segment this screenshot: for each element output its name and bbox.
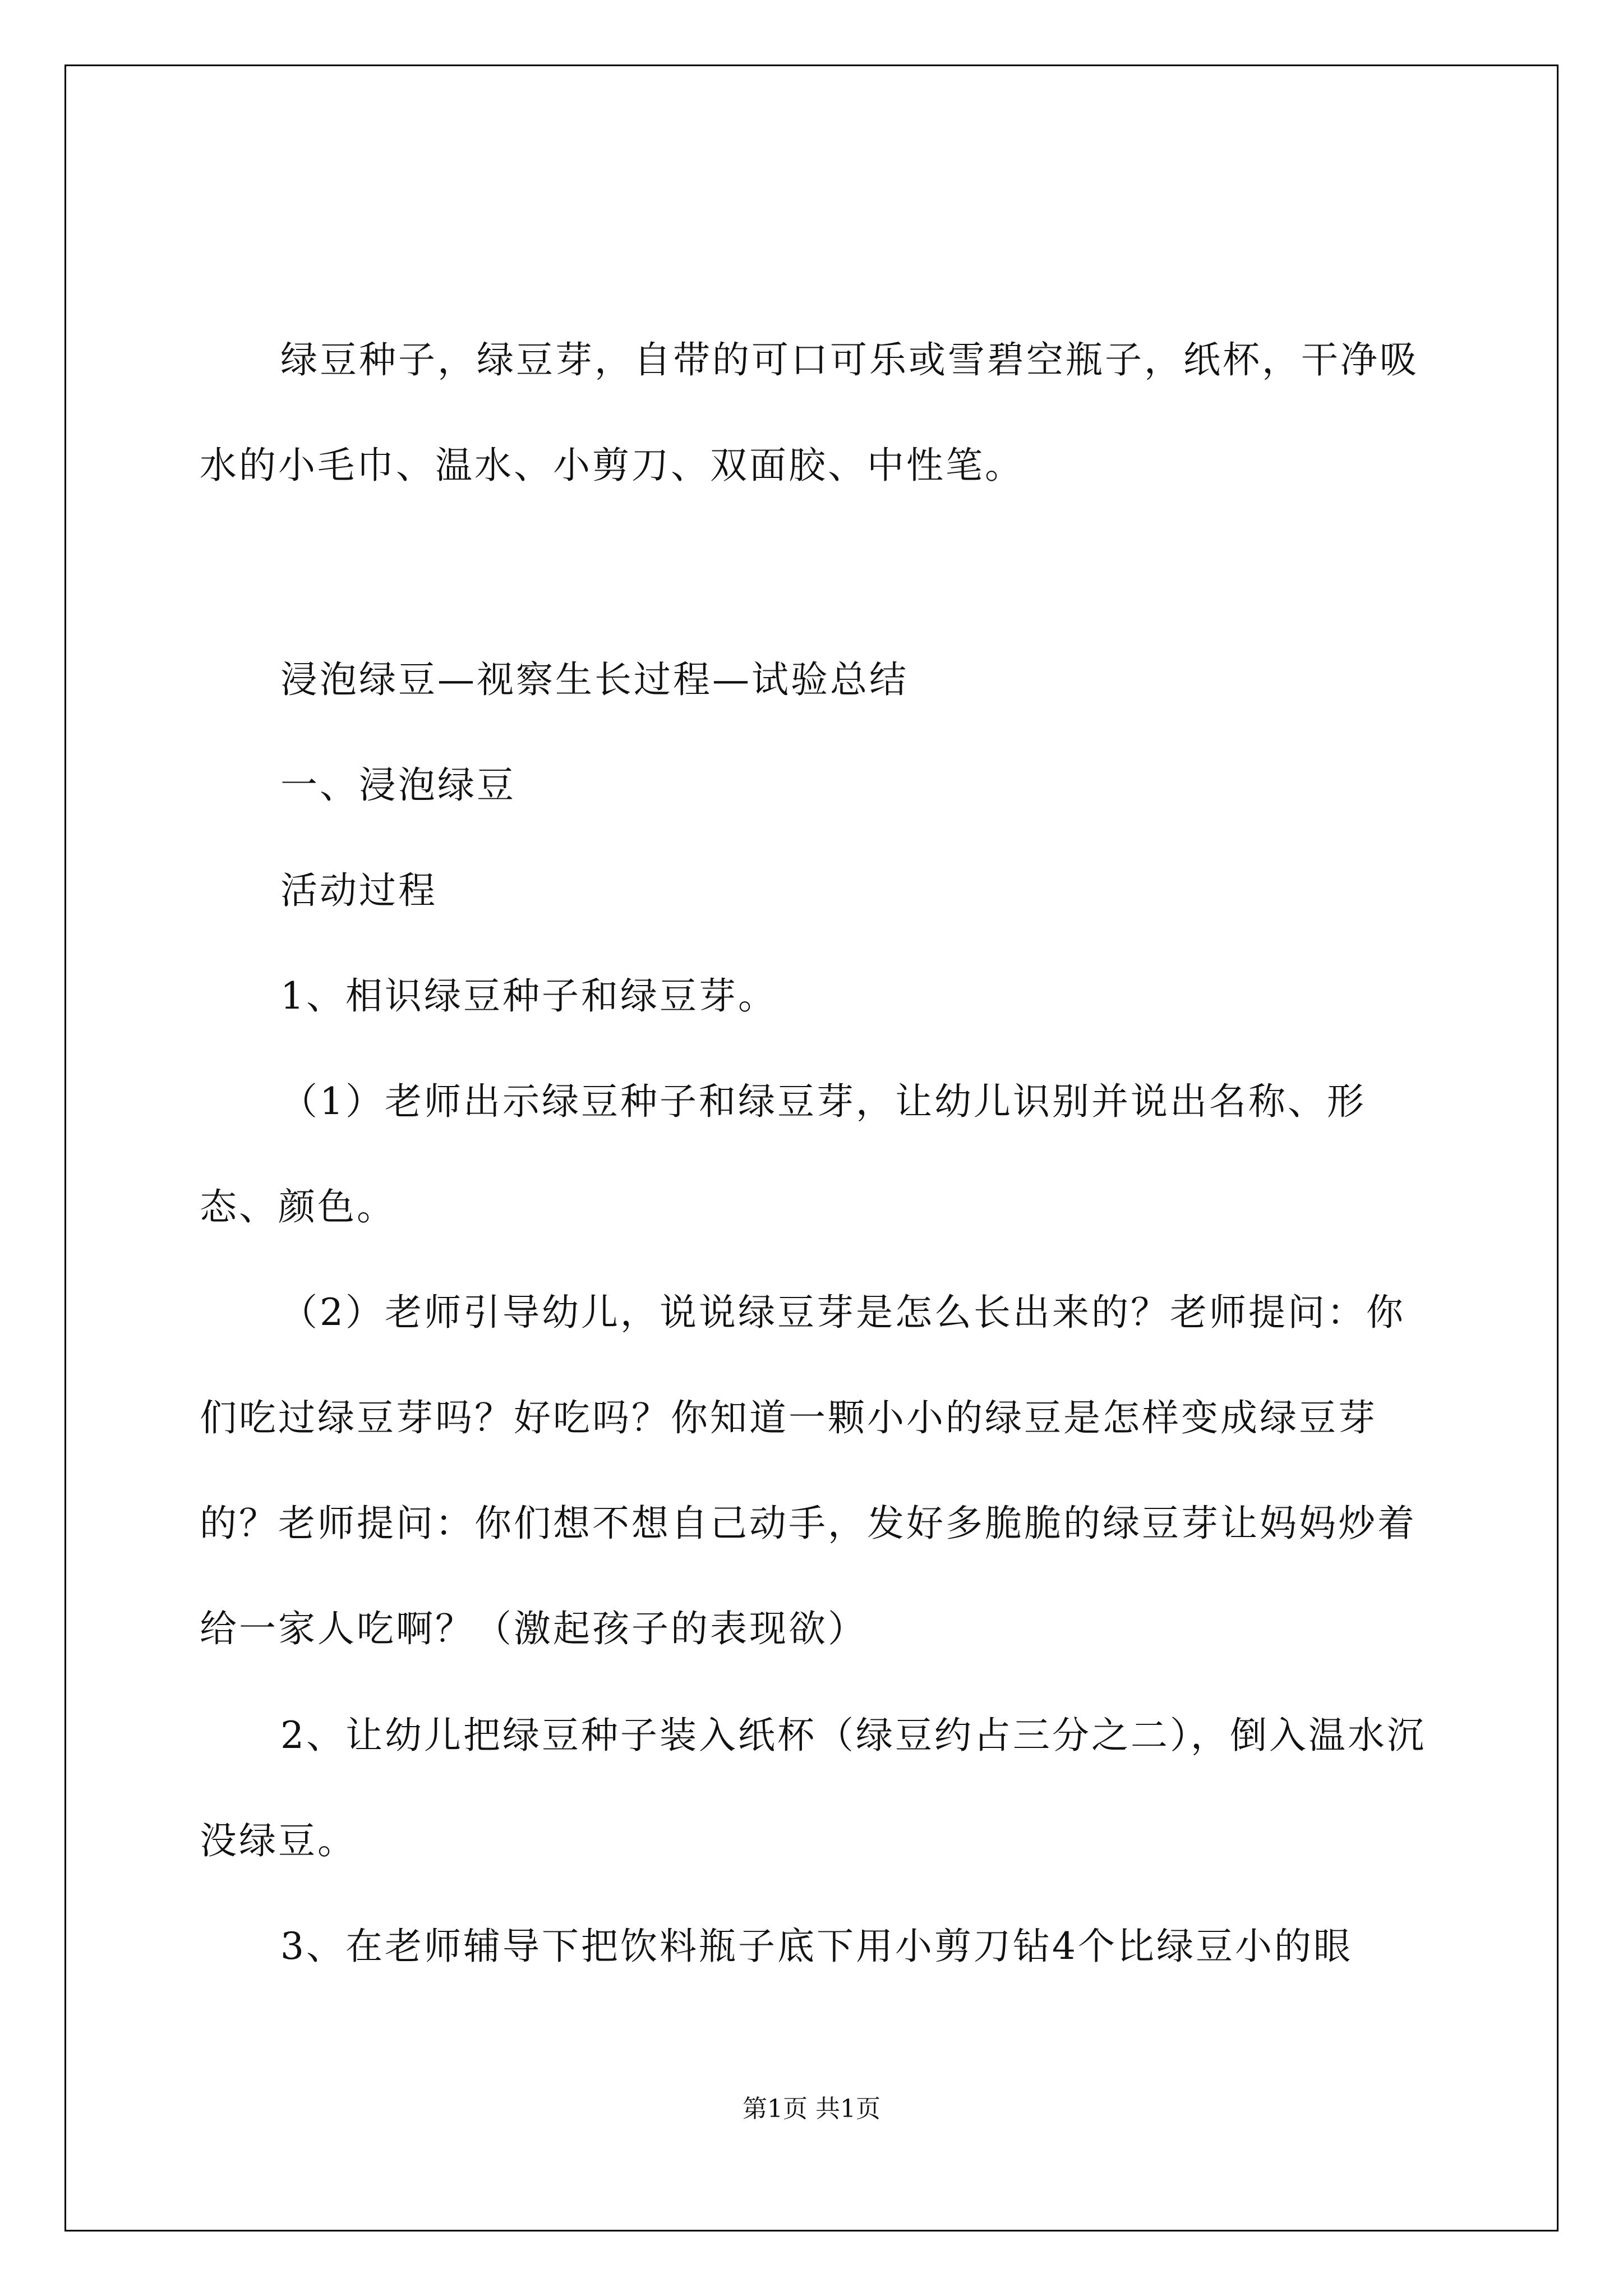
paragraph-process-outline: 浸泡绿豆—视察生长过程—试验总结	[280, 658, 909, 701]
paragraph-step-2: 2、让幼儿把绿豆种子装入纸杯（绿豆约占三分之二），倒入温水沉没绿豆。	[200, 1714, 1426, 1862]
paragraph-materials: 绿豆种子，绿豆芽，自带的可口可乐或雪碧空瓶子，纸杯，干净吸水的小毛巾、温水、小剪刀、双面胶、中性笔。	[200, 338, 1419, 487]
paragraph-step-1-1: （1）老师出示绿豆种子和绿豆芽，让幼儿识别并说出名称、形态、颜色。	[200, 1080, 1366, 1228]
page-footer: 第1页 共1页	[743, 2095, 880, 2123]
paragraph-step-1-2: （2）老师引导幼儿，说说绿豆芽是怎么长出来的？老师提问：你们吃过绿豆芽吗？好吃吗？你知道一颗小小的绿豆是怎样变成绿豆芽的？老师提问：你们想不想自己动手，发好多脆脆的绿豆芽让妈妈炒着给一家人吃啊？（激起孩子的表现欲）	[200, 1291, 1417, 1650]
paragraph-activity-heading: 活动过程	[280, 869, 437, 912]
paragraph-section-heading: 一、浸泡绿豆	[280, 763, 516, 807]
paragraph-step-1: 1、相识绿豆种子和绿豆芽。	[280, 974, 777, 1018]
paragraph-step-3: 3、在老师辅导下把饮料瓶子底下用小剪刀钻4个比绿豆小的眼	[280, 1925, 1353, 1968]
